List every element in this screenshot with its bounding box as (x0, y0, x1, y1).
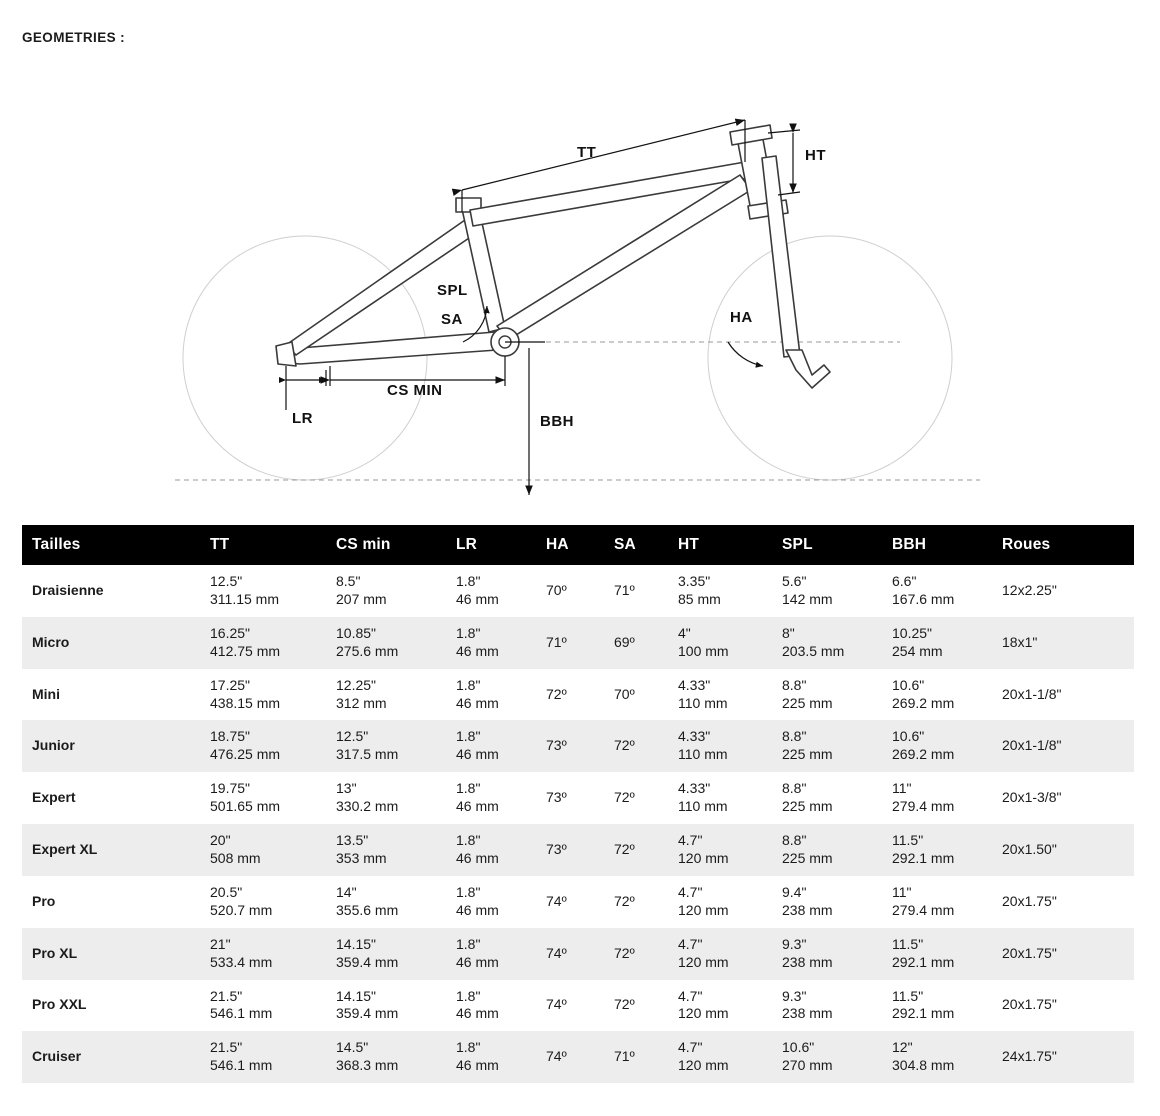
ha-angle-arc (728, 342, 763, 366)
cell-ht-inch: 4" (678, 624, 691, 641)
cell-ht-inch: 4.33" (678, 780, 711, 797)
cell-lr (446, 1031, 536, 1083)
cell-lr-mm: 46 mm (456, 590, 499, 607)
cell-size: Pro XL (32, 944, 78, 961)
cell-sa: 72º (614, 737, 635, 754)
cell-ha: 74º (546, 996, 567, 1013)
table-row (22, 824, 1134, 876)
cell-lr-inch: 1.8" (456, 573, 481, 589)
cell-ht-mm: 120 mm (678, 901, 729, 918)
cell-lr-mm: 46 mm (456, 953, 499, 970)
table-row (22, 565, 1134, 617)
cell-ha: 74º (546, 1048, 567, 1065)
cell-tt-mm: 501.65 mm (210, 798, 281, 815)
cell-tt (200, 617, 326, 669)
cell-ha: 70º (546, 581, 567, 598)
cell-cs (326, 928, 446, 980)
cell-spl-mm: 238 mm (782, 1005, 833, 1022)
cell-lr-mm: 46 mm (456, 642, 499, 659)
cell-cs-mm: 330.2 mm (336, 798, 399, 815)
table-row (22, 980, 1134, 1032)
cell-bbh (882, 669, 992, 721)
front-wheel-outline (708, 236, 952, 480)
cell-sa: 72º (614, 841, 635, 858)
cell-tt-inch: 18.75" (210, 728, 251, 745)
cell-cs (326, 772, 446, 824)
cell-lr (446, 928, 536, 980)
cell-spl-mm: 238 mm (782, 953, 833, 970)
page-title: GEOMETRIES : (22, 30, 126, 45)
cell-tt-mm: 546.1 mm (210, 1005, 273, 1022)
cell-lr-mm: 46 mm (456, 694, 499, 711)
column-header-ha: HA (536, 525, 604, 565)
cell-spl-inch: 8.8" (782, 728, 807, 745)
cell-tt-mm: 533.4 mm (210, 953, 273, 970)
cell-lr-mm: 46 mm (456, 1057, 499, 1074)
cell-cs-inch: 14.5" (336, 1039, 369, 1056)
cell-tt (200, 1031, 326, 1083)
cell-ha: 73º (546, 841, 567, 858)
cell-tt-mm: 546.1 mm (210, 1057, 273, 1074)
cell-bbh (882, 617, 992, 669)
cell-roues: 20x1.75" (1002, 944, 1057, 961)
cell-sa: 71º (614, 581, 635, 598)
cell-ht-mm: 110 mm (678, 798, 728, 815)
column-header-tt: TT (200, 525, 326, 565)
cell-size: Micro (32, 633, 70, 650)
cell-ht-mm: 85 mm (678, 590, 721, 607)
cell-spl-inch: 8.8" (782, 780, 807, 797)
cell-cs-inch: 12.25" (336, 676, 377, 693)
cell-bbh (882, 928, 992, 980)
fork-steerer (762, 156, 800, 357)
cell-tt-inch: 20" (210, 832, 231, 849)
cell-spl-inch: 8" (782, 624, 795, 641)
cell-ht-mm: 100 mm (678, 642, 729, 659)
cell-cs-mm: 368.3 mm (336, 1057, 399, 1074)
cell-cs-mm: 275.6 mm (336, 642, 399, 659)
cell-cs-mm: 207 mm (336, 590, 387, 607)
cell-cs (326, 980, 446, 1032)
cell-tt (200, 720, 326, 772)
cell-spl (772, 772, 882, 824)
cell-lr-mm: 46 mm (456, 746, 499, 763)
cell-size: Pro (32, 892, 56, 909)
cell-bbh (882, 980, 992, 1032)
table-row (22, 720, 1134, 772)
label-lr: LR (292, 410, 313, 427)
cell-ht-mm: 120 mm (678, 1005, 729, 1022)
cell-ht-mm: 120 mm (678, 1057, 729, 1074)
cell-bbh-inch: 11" (892, 780, 912, 797)
cell-lr (446, 772, 536, 824)
cell-ha: 72º (546, 685, 567, 702)
cell-cs-inch: 13.5" (336, 832, 369, 849)
cell-roues: 20x1-3/8" (1002, 789, 1062, 806)
cell-bbh (882, 876, 992, 928)
cell-ht (668, 876, 772, 928)
cell-bbh-mm: 279.4 mm (892, 798, 955, 815)
cell-tt-inch: 16.25" (210, 624, 251, 641)
cell-bbh-mm: 292.1 mm (892, 1005, 955, 1022)
cell-spl (772, 720, 882, 772)
label-bbh: BBH (540, 413, 574, 430)
cell-ht (668, 928, 772, 980)
cell-spl-inch: 9.3" (782, 987, 807, 1004)
table-row (22, 1031, 1134, 1083)
cell-lr (446, 980, 536, 1032)
cell-spl (772, 1031, 882, 1083)
rear-dropout (276, 342, 296, 366)
cell-roues: 20x1.75" (1002, 892, 1057, 909)
label-ht: HT (805, 147, 826, 164)
cell-ht (668, 772, 772, 824)
cell-sa: 72º (614, 789, 635, 806)
cell-ht-inch: 4.7" (678, 883, 703, 900)
cell-ht-inch: 4.7" (678, 1039, 703, 1056)
cell-bbh-mm: 292.1 mm (892, 953, 955, 970)
cell-bbh (882, 824, 992, 876)
cell-bbh-mm: 304.8 mm (892, 1057, 955, 1074)
cell-spl-inch: 9.3" (782, 935, 807, 952)
cell-bbh-inch: 10.6" (892, 728, 925, 745)
cell-sa: 69º (614, 633, 635, 650)
column-header-ht: HT (668, 525, 772, 565)
cell-ht (668, 720, 772, 772)
cell-sa: 72º (614, 944, 635, 961)
cell-ht-inch: 4.7" (678, 935, 703, 952)
cell-bbh-mm: 269.2 mm (892, 746, 955, 763)
cell-bbh (882, 565, 992, 617)
cell-spl (772, 617, 882, 669)
cell-cs-mm: 355.6 mm (336, 901, 399, 918)
cell-size: Draisienne (32, 581, 104, 598)
cell-tt (200, 669, 326, 721)
cell-ht-inch: 3.35" (678, 573, 711, 589)
headset-top-cup (730, 125, 772, 145)
cell-lr-mm: 46 mm (456, 901, 499, 918)
cell-ha: 73º (546, 737, 567, 754)
cell-bbh-inch: 10.25" (892, 624, 933, 641)
cell-ht-inch: 4.7" (678, 987, 703, 1004)
cell-ht (668, 565, 772, 617)
column-header-sa: SA (604, 525, 668, 565)
table-row (22, 669, 1134, 721)
cell-tt (200, 876, 326, 928)
cell-tt-inch: 21" (210, 935, 231, 952)
cell-bbh-mm: 269.2 mm (892, 694, 955, 711)
cell-lr (446, 617, 536, 669)
cell-tt (200, 928, 326, 980)
cell-spl-mm: 225 mm (782, 849, 833, 866)
label-cs-min: CS MIN (387, 382, 443, 399)
cell-spl-mm: 225 mm (782, 746, 833, 763)
cell-cs-inch: 14" (336, 883, 357, 900)
cell-spl-inch: 8.8" (782, 832, 807, 849)
cell-tt-mm: 520.7 mm (210, 901, 273, 918)
cell-cs (326, 876, 446, 928)
cell-bbh-inch: 11.5" (892, 987, 924, 1004)
cell-spl (772, 824, 882, 876)
cell-lr (446, 669, 536, 721)
cell-ha: 74º (546, 892, 567, 909)
cell-spl-inch: 10.6" (782, 1039, 815, 1056)
cell-ht-mm: 120 mm (678, 849, 729, 866)
cell-lr-inch: 1.8" (456, 1039, 481, 1056)
cell-tt (200, 772, 326, 824)
cell-roues: 20x1-1/8" (1002, 685, 1062, 702)
cell-tt-mm: 438.15 mm (210, 694, 281, 711)
cell-ht (668, 669, 772, 721)
cell-cs (326, 1031, 446, 1083)
cell-spl-inch: 8.8" (782, 676, 807, 693)
cell-spl-mm: 238 mm (782, 901, 833, 918)
cell-lr-inch: 1.8" (456, 832, 481, 849)
cell-sa: 72º (614, 892, 635, 909)
cell-roues: 24x1.75" (1002, 1048, 1057, 1065)
cell-spl-mm: 142 mm (782, 590, 833, 607)
cell-spl-mm: 225 mm (782, 798, 833, 815)
ht-extension-top (768, 130, 800, 133)
cell-tt-inch: 21.5" (210, 987, 243, 1004)
cell-ha: 73º (546, 789, 567, 806)
column-header-lr: LR (446, 525, 536, 565)
cell-cs (326, 669, 446, 721)
fork-leg (786, 350, 830, 388)
cell-bbh-mm: 167.6 mm (892, 590, 955, 607)
cell-cs-inch: 14.15" (336, 987, 377, 1004)
cell-cs-mm: 359.4 mm (336, 953, 399, 970)
cell-bbh-inch: 11" (892, 883, 912, 900)
cell-tt-mm: 311.15 mm (210, 590, 279, 607)
cell-lr-mm: 46 mm (456, 798, 499, 815)
cell-sa: 71º (614, 1048, 635, 1065)
cell-cs-mm: 312 mm (336, 694, 387, 711)
geometry-table (22, 525, 1134, 1083)
cell-cs (326, 617, 446, 669)
cell-size: Junior (32, 737, 75, 754)
cell-tt-inch: 21.5" (210, 1039, 243, 1056)
cell-cs (326, 824, 446, 876)
cell-ht-mm: 120 mm (678, 953, 729, 970)
cell-tt-inch: 17.25" (210, 676, 251, 693)
cell-lr-mm: 46 mm (456, 849, 499, 866)
cell-lr-mm: 46 mm (456, 1005, 499, 1022)
cell-bbh (882, 772, 992, 824)
bmx-geometry-diagram (0, 70, 1160, 515)
cell-spl (772, 928, 882, 980)
cell-ht-inch: 4.33" (678, 676, 711, 693)
label-spl: SPL (437, 282, 468, 299)
table-header-row (22, 525, 1134, 565)
cell-lr-inch: 1.8" (456, 676, 481, 693)
cell-sa: 72º (614, 996, 635, 1013)
cell-ht-inch: 4.7" (678, 832, 703, 849)
column-header-spl: SPL (772, 525, 882, 565)
cell-tt-inch: 12.5" (210, 573, 243, 589)
table-row (22, 617, 1134, 669)
cell-roues: 20x1.50" (1002, 841, 1057, 858)
column-header-tailles: Tailles (22, 525, 200, 565)
cell-lr-inch: 1.8" (456, 987, 481, 1004)
cell-spl-inch: 5.6" (782, 573, 807, 589)
cell-lr-inch: 1.8" (456, 883, 481, 900)
cell-cs-mm: 353 mm (336, 849, 387, 866)
cell-spl (772, 980, 882, 1032)
cell-bbh-inch: 12" (892, 1039, 913, 1056)
cell-cs-inch: 13" (336, 780, 357, 797)
cell-spl (772, 669, 882, 721)
cell-size: Expert (32, 789, 76, 806)
cell-lr (446, 824, 536, 876)
cell-roues: 20x1.75" (1002, 996, 1057, 1013)
cell-ht (668, 824, 772, 876)
cell-lr (446, 876, 536, 928)
cell-lr (446, 565, 536, 617)
cell-lr-inch: 1.8" (456, 780, 481, 797)
cell-size: Pro XXL (32, 996, 87, 1013)
cell-bbh (882, 720, 992, 772)
diagram-svg (0, 70, 1160, 515)
cell-bbh-mm: 254 mm (892, 642, 943, 659)
cell-size: Mini (32, 685, 60, 702)
geometry-table-container (22, 525, 1134, 1083)
cell-lr (446, 720, 536, 772)
cell-ht (668, 1031, 772, 1083)
table-row (22, 772, 1134, 824)
cell-cs-inch: 8.5" (336, 573, 361, 589)
cell-tt-mm: 508 mm (210, 849, 261, 866)
cell-cs (326, 565, 446, 617)
cell-tt (200, 565, 326, 617)
cell-spl-mm: 203.5 mm (782, 642, 845, 659)
cell-cs (326, 720, 446, 772)
cell-cs-inch: 12.5" (336, 728, 369, 745)
cell-tt (200, 980, 326, 1032)
cell-spl (772, 876, 882, 928)
table-row (22, 876, 1134, 928)
cell-lr-inch: 1.8" (456, 935, 481, 952)
cell-bbh (882, 1031, 992, 1083)
cell-roues: 12x2.25" (1002, 581, 1057, 598)
cell-roues: 18x1" (1002, 633, 1038, 650)
cell-cs-inch: 10.85" (336, 624, 377, 641)
label-sa: SA (441, 311, 463, 328)
label-ha: HA (730, 309, 753, 326)
table-row (22, 928, 1134, 980)
cell-bbh-inch: 11.5" (892, 832, 924, 849)
cell-sa: 70º (614, 685, 635, 702)
column-header-roues: Roues (992, 525, 1134, 565)
cell-ha: 71º (546, 633, 567, 650)
cell-tt-mm: 412.75 mm (210, 642, 281, 659)
cell-cs-inch: 14.15" (336, 935, 377, 952)
cell-spl (772, 565, 882, 617)
cell-size: Cruiser (32, 1048, 82, 1065)
cell-tt-inch: 20.5" (210, 883, 243, 900)
cell-tt (200, 824, 326, 876)
cell-bbh-inch: 11.5" (892, 935, 924, 952)
cell-spl-mm: 225 mm (782, 694, 833, 711)
cell-cs-mm: 359.4 mm (336, 1005, 399, 1022)
cell-roues: 20x1-1/8" (1002, 737, 1062, 754)
cell-ha: 74º (546, 944, 567, 961)
cell-ht-mm: 110 mm (678, 694, 728, 711)
cell-bbh-inch: 6.6" (892, 573, 917, 589)
label-tt: TT (577, 144, 597, 161)
cell-bbh-mm: 292.1 mm (892, 849, 955, 866)
cell-bbh-inch: 10.6" (892, 676, 925, 693)
column-header-bbh: BBH (882, 525, 992, 565)
cell-cs-mm: 317.5 mm (336, 746, 399, 763)
cell-ht-inch: 4.33" (678, 728, 711, 745)
cell-bbh-mm: 279.4 mm (892, 901, 955, 918)
cell-spl-inch: 9.4" (782, 883, 807, 900)
cell-tt-inch: 19.75" (210, 780, 251, 797)
cell-lr-inch: 1.8" (456, 728, 481, 745)
cell-ht-mm: 110 mm (678, 746, 728, 763)
column-header-cs-min: CS min (326, 525, 446, 565)
cell-ht (668, 617, 772, 669)
cell-spl-mm: 270 mm (782, 1057, 833, 1074)
cell-tt-mm: 476.25 mm (210, 746, 281, 763)
cell-ht (668, 980, 772, 1032)
cell-size: Expert XL (32, 841, 98, 858)
cell-lr-inch: 1.8" (456, 624, 481, 641)
